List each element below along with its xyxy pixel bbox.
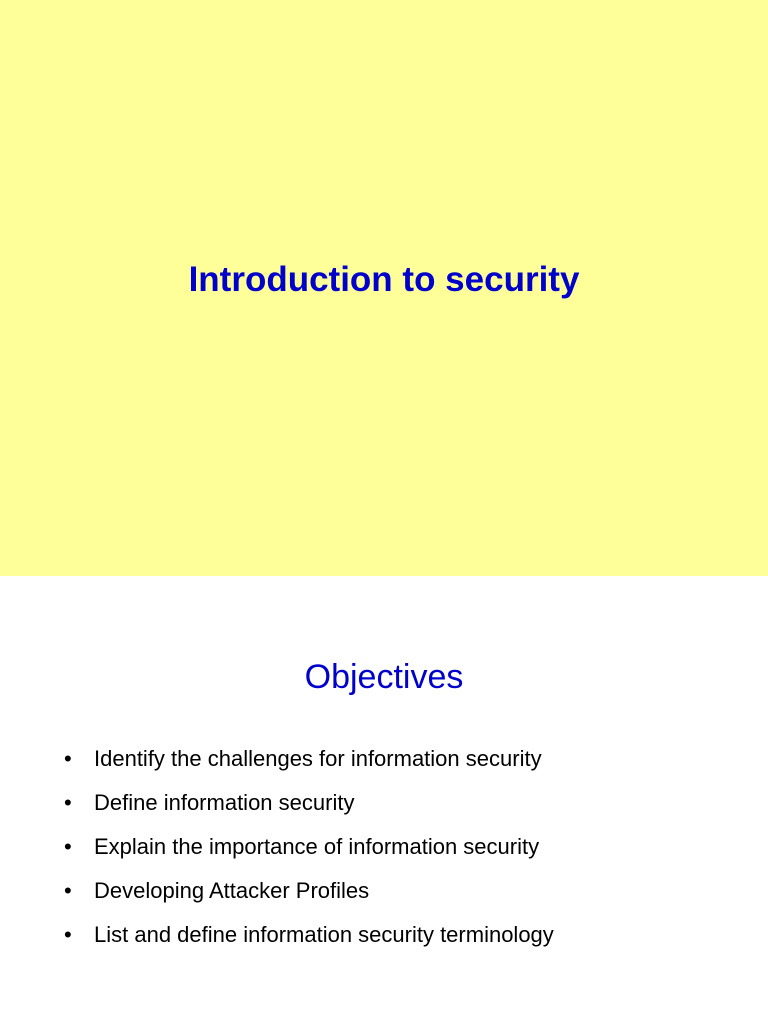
slide-title: Introduction to security bbox=[188, 260, 580, 299]
bullet-icon: • bbox=[64, 922, 72, 947]
bullet-icon: • bbox=[64, 878, 72, 903]
bullet-icon: • bbox=[64, 790, 72, 815]
objectives-heading: Objectives bbox=[304, 658, 464, 696]
bullet-text: Explain the importance of information security bbox=[94, 834, 540, 859]
bullet-text: List and define information security terminology bbox=[94, 922, 554, 947]
objectives-slide bbox=[0, 576, 768, 1024]
list-item bbox=[64, 922, 554, 966]
bullet-text: Define information security bbox=[94, 790, 355, 815]
bullet-icon: • bbox=[64, 746, 72, 771]
list-item bbox=[64, 746, 554, 790]
list-item bbox=[64, 878, 554, 922]
bullet-text: Identify the challenges for information security bbox=[94, 746, 542, 771]
list-item bbox=[64, 790, 554, 834]
list-item bbox=[64, 834, 554, 878]
objectives-list bbox=[64, 746, 554, 966]
bullet-text: Developing Attacker Profiles bbox=[94, 878, 370, 903]
bullet-icon: • bbox=[64, 834, 72, 859]
